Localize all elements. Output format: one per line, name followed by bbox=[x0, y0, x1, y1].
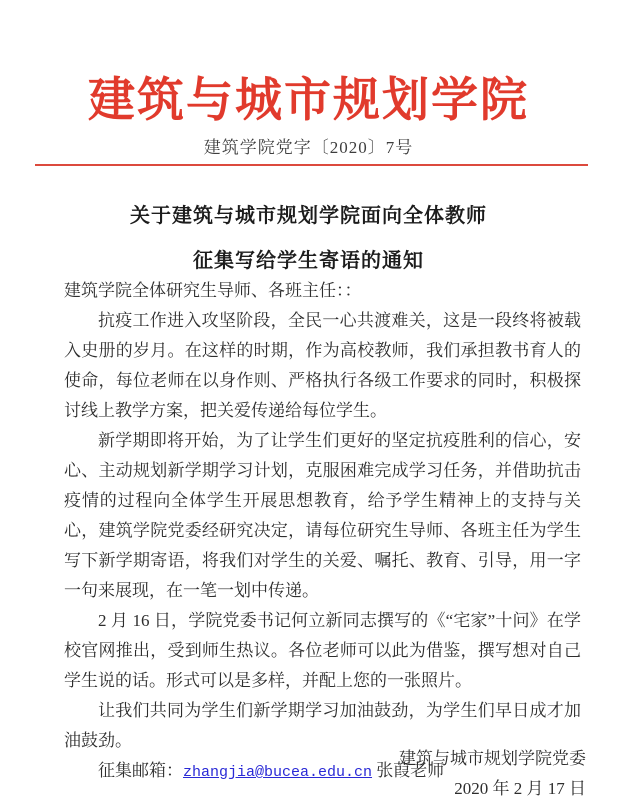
email-link[interactable]: zhangjia@bucea.edu.cn bbox=[183, 764, 373, 781]
document-number: 建筑学院党字〔2020〕7号 bbox=[203, 138, 414, 157]
paragraph-2: 新学期即将开始，为了让学生们更好的坚定抗疫胜利的信心，安心、主动规划新学期学习计划，克服困难完成学习任务，并借助抗击疫情的过程向全体学生开展思想教育，给予学生精神上的支持与关心，建筑学院党委经研究决定，请每位研究生导师、各班主任为学生写下新学期寄语，将我们对学生的关爱、嘱托、教育、引导，用一字一句来展现，在一笔一划中传递。 bbox=[64, 431, 581, 600]
notice-title bbox=[0, 194, 617, 284]
signature-block bbox=[399, 744, 586, 799]
notice-body bbox=[64, 276, 581, 788]
paragraph-3: 2 月 16 日，学院党委书记何立新同志撰写的《“宅家”十问》在学校官网推出，受到师生热议。各位老师可以此为借鉴，撰写想对自己学生说的话。形式可以是多样，并配上您的一张照片。 bbox=[64, 611, 581, 690]
notice-title-line2: 征集写给学生寄语的通知 bbox=[193, 250, 424, 272]
paragraph-4: 让我们共同为学生们新学期学习加油鼓劲，为学生们早日成才加油鼓劲。 bbox=[64, 701, 581, 750]
red-divider-line bbox=[35, 164, 588, 166]
email-contact-name: 张葭老师 bbox=[372, 761, 445, 780]
paragraph-1: 抗疫工作进入攻坚阶段，全民一心共渡难关，这是一段终将被载入史册的岁月。在这样的时期，作为高校教师，我们承担教书育人的使命，每位老师在以身作则、严格执行各级工作要求的同时，积极探讨线上教学方案，把关爱传递给每位学生。 bbox=[64, 311, 581, 420]
email-label: 征集邮箱： bbox=[98, 761, 183, 780]
letterhead-title: 建筑与城市规划学院 bbox=[88, 75, 529, 127]
signature-org: 建筑与城市规划学院党委 bbox=[399, 749, 586, 768]
salutation: 建筑学院全体研究生导师、各班主任：： bbox=[64, 281, 362, 300]
signature-date: 2020 年 2 月 17 日 bbox=[454, 779, 586, 798]
notice-title-line1: 关于建筑与城市规划学院面向全体教师 bbox=[130, 205, 487, 227]
